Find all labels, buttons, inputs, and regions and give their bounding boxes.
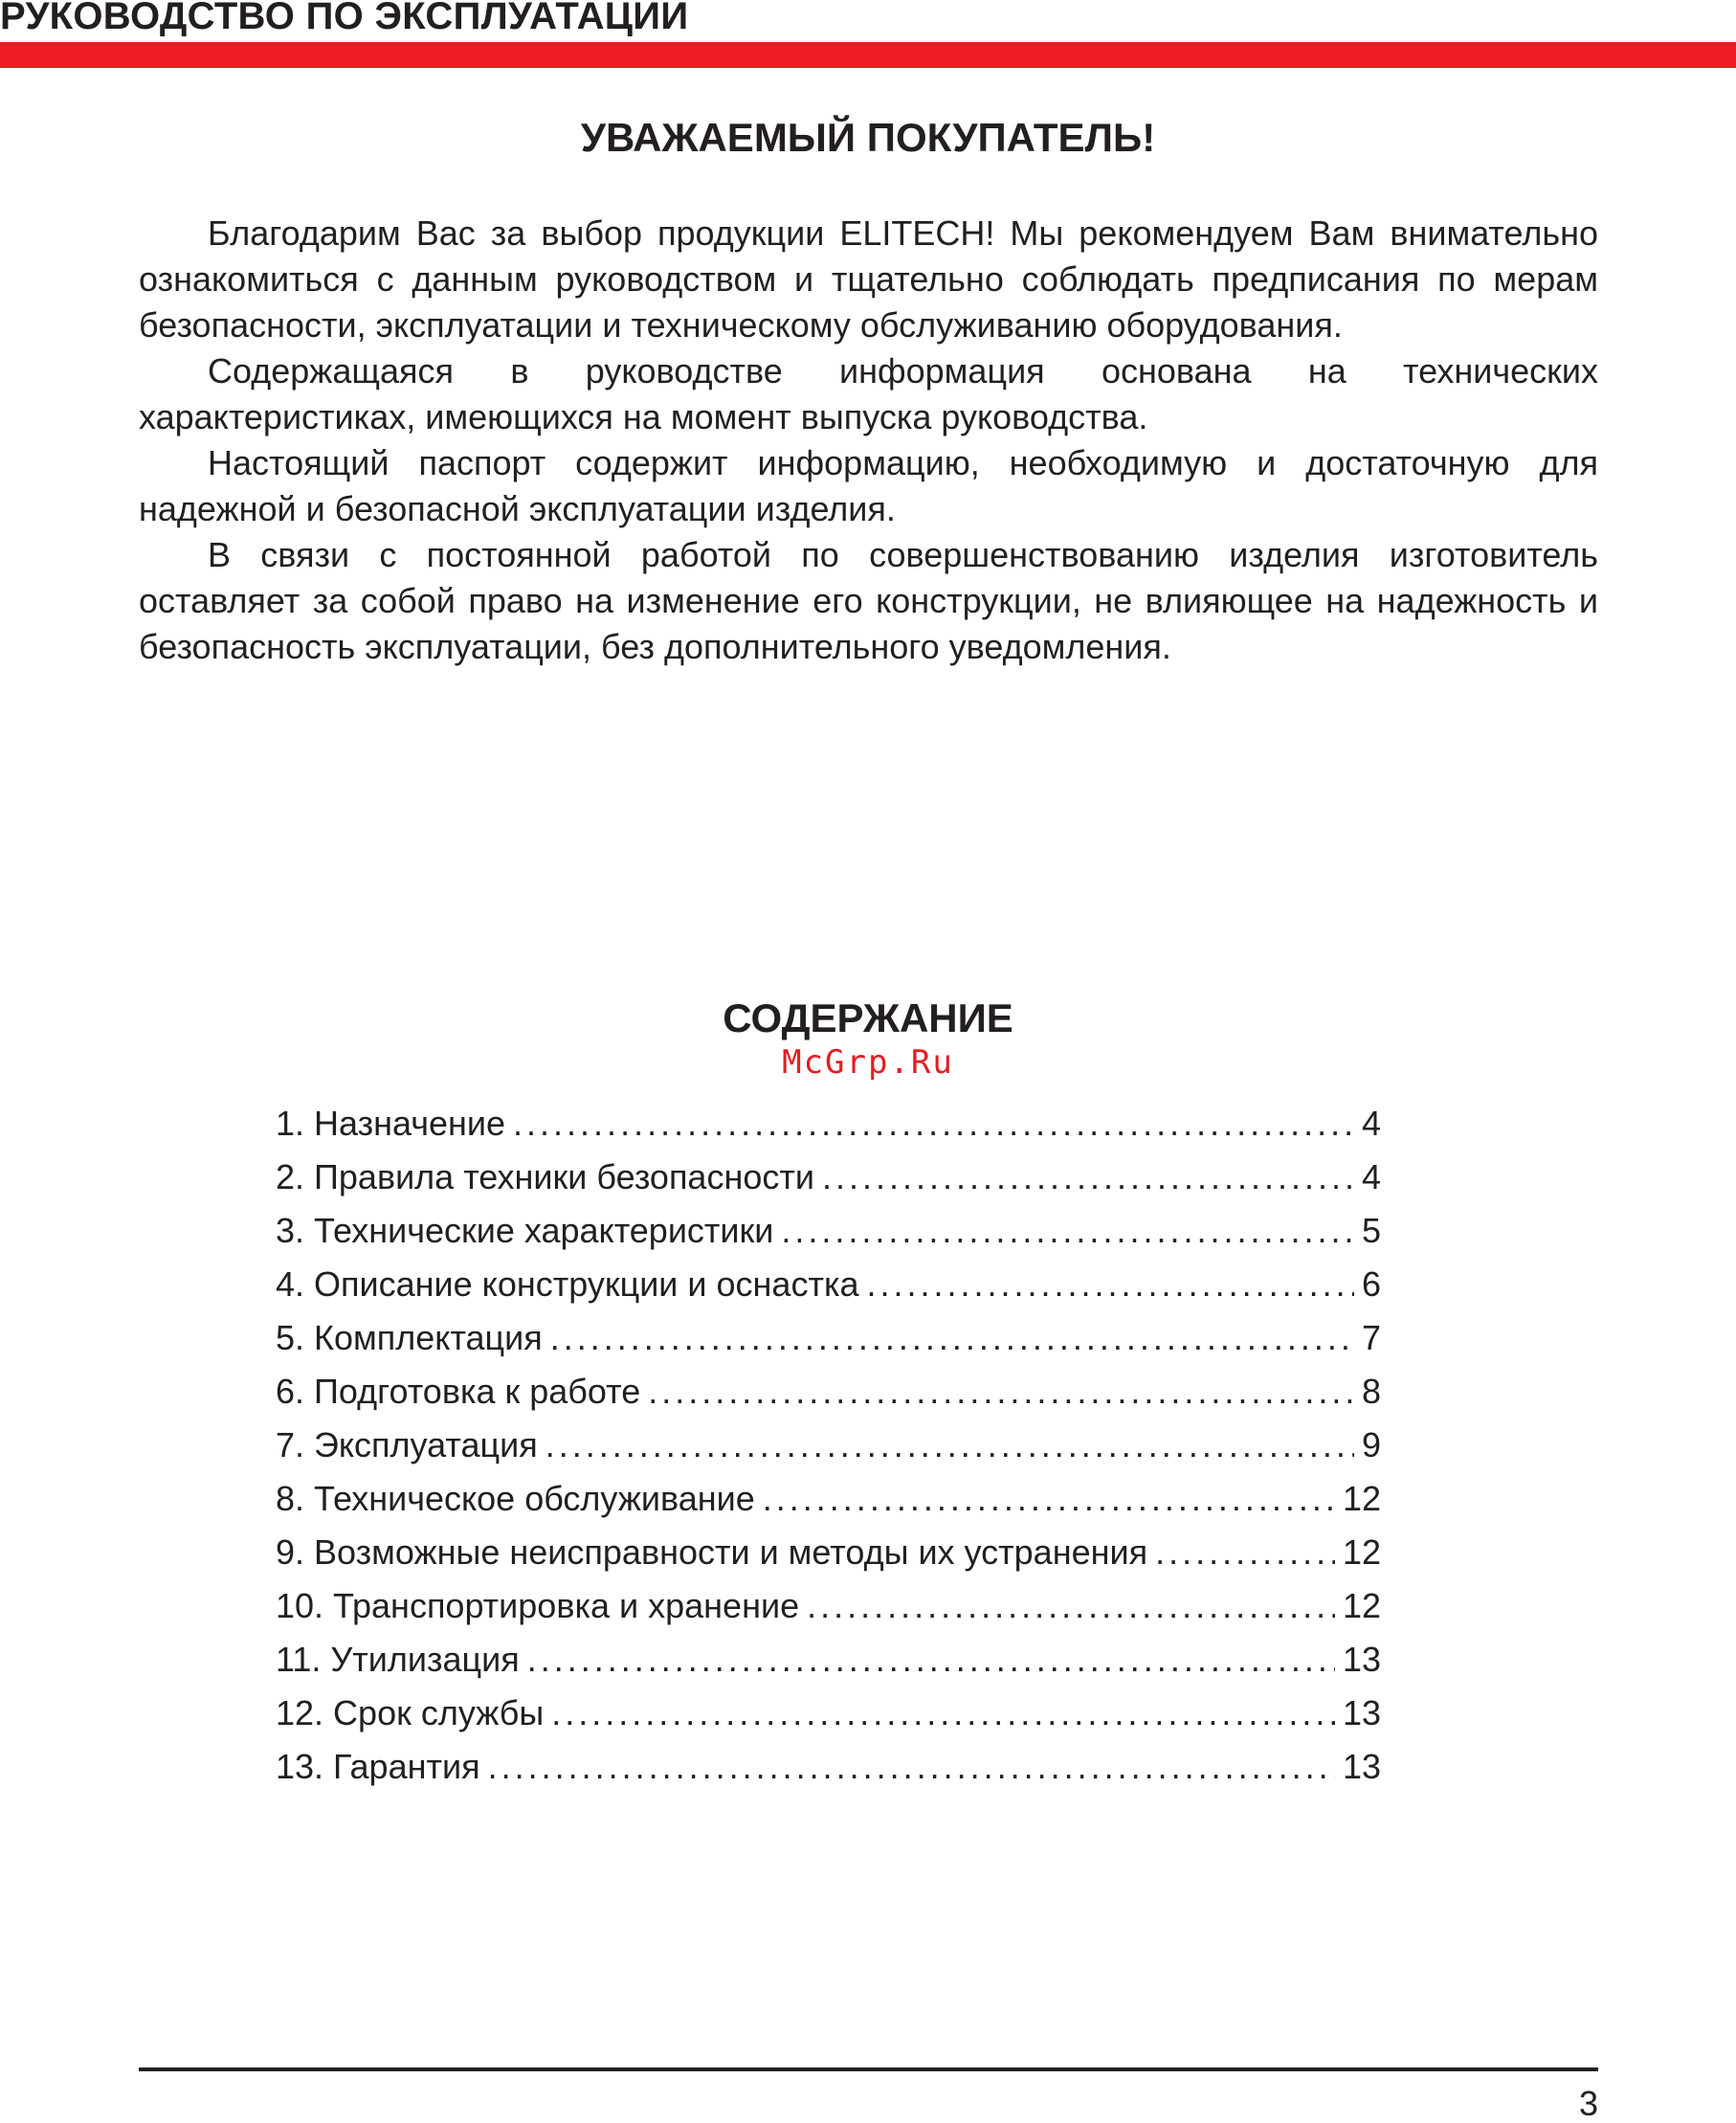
toc-item-page: 12 (1342, 1586, 1381, 1625)
intro-paragraph: Содержащаяся в руководстве информация основана на технических характеристиках, имеющихся на момент выпуска руководства. (139, 351, 1598, 436)
toc-item-label: 13. Гарантия (276, 1747, 480, 1786)
toc-item[interactable] (276, 1526, 1381, 1579)
toc-item[interactable] (276, 1633, 1381, 1687)
toc-leader-dots (867, 1258, 1354, 1311)
toc-leader-dots (781, 1204, 1354, 1258)
toc-leader-dots (648, 1365, 1354, 1419)
toc-leader-dots (822, 1151, 1354, 1204)
header-title: РУКОВОДСТВО ПО ЭКСПЛУАТАЦИИ (0, 0, 689, 37)
toc-item-page: 13 (1342, 1747, 1381, 1786)
toc-item-page: 7 (1361, 1318, 1381, 1357)
toc-item[interactable] (276, 1740, 1381, 1794)
toc-item-page: 12 (1342, 1532, 1381, 1572)
toc-leader-dots (1155, 1526, 1335, 1579)
toc-item[interactable] (276, 1472, 1381, 1526)
toc-leader-dots (763, 1472, 1335, 1526)
toc-item-page: 4 (1361, 1157, 1381, 1196)
toc-item-page: 5 (1361, 1211, 1381, 1250)
toc-item-label: 10. Транспортировка и хранение (276, 1586, 800, 1625)
footer-rule (139, 2067, 1598, 2071)
toc-leader-dots (550, 1311, 1354, 1365)
toc-item[interactable] (276, 1419, 1381, 1472)
header-accent-bar (0, 42, 1736, 68)
toc-item[interactable] (276, 1311, 1381, 1365)
toc-item-label: 12. Срок службы (276, 1693, 545, 1732)
toc-item[interactable] (276, 1579, 1381, 1633)
toc-item-label: 5. Комплектация (276, 1318, 543, 1357)
intro-paragraph: Благодарим Вас за выбор продукции ELITECH! Мы рекомендуем Вам внимательно ознакомиться с данным руководством и тщательно соблюдать предписания по мерам безопасности, эксплуатации и техническому обслуживанию оборудования. (139, 213, 1598, 345)
table-of-contents (276, 1097, 1381, 1794)
toc-leader-dots (545, 1419, 1354, 1472)
intro-paragraph: В связи с постоянной работой по совершенствованию изделия изготовитель оставляет за собой право на изменение его конструкции, не влияющее на надежность и безопасность эксплуатации, без дополнительного уведомления. (139, 535, 1598, 666)
intro-paragraph: Настоящий паспорт содержит информацию, необходимую и достаточную для надежной и безопасной эксплуатации изделия. (139, 443, 1598, 528)
toc-item-page: 13 (1342, 1693, 1381, 1732)
toc-leader-dots (807, 1579, 1335, 1633)
watermark: McGrp.Ru (782, 1043, 954, 1082)
toc-item-page: 6 (1361, 1264, 1381, 1304)
greeting-heading: УВАЖАЕМЫЙ ПОКУПАТЕЛЬ! (580, 115, 1156, 160)
toc-item-label: 9. Возможные неисправности и методы их устранения (276, 1532, 1148, 1572)
toc-item-label: 4. Описание конструкции и оснастка (276, 1264, 859, 1304)
toc-item-page: 8 (1361, 1372, 1381, 1411)
toc-item[interactable] (276, 1687, 1381, 1740)
toc-item-page: 12 (1342, 1479, 1381, 1518)
toc-title: СОДЕРЖАНИЕ (723, 995, 1013, 1040)
page-number: 3 (1578, 2084, 1598, 2123)
intro-text (139, 211, 1598, 670)
toc-item[interactable] (276, 1151, 1381, 1204)
toc-item-label: 1. Назначение (276, 1104, 506, 1143)
toc-item-label: 7. Эксплуатация (276, 1425, 538, 1464)
toc-item-page: 9 (1361, 1425, 1381, 1464)
toc-leader-dots (513, 1097, 1354, 1151)
toc-item-label: 6. Подготовка к работе (276, 1372, 641, 1411)
toc-item[interactable] (276, 1097, 1381, 1151)
toc-item-label: 11. Утилизация (276, 1640, 520, 1679)
toc-item-label: 3. Технические характеристики (276, 1211, 774, 1250)
toc-item[interactable] (276, 1204, 1381, 1258)
toc-item[interactable] (276, 1258, 1381, 1311)
toc-item[interactable] (276, 1365, 1381, 1419)
toc-item-label: 2. Правила техники безопасности (276, 1157, 814, 1196)
toc-item-label: 8. Техническое обслуживание (276, 1479, 755, 1518)
toc-leader-dots (551, 1687, 1335, 1740)
toc-item-page: 4 (1361, 1104, 1381, 1143)
toc-leader-dots (527, 1633, 1335, 1687)
toc-item-page: 13 (1342, 1640, 1381, 1679)
toc-leader-dots (488, 1740, 1335, 1794)
